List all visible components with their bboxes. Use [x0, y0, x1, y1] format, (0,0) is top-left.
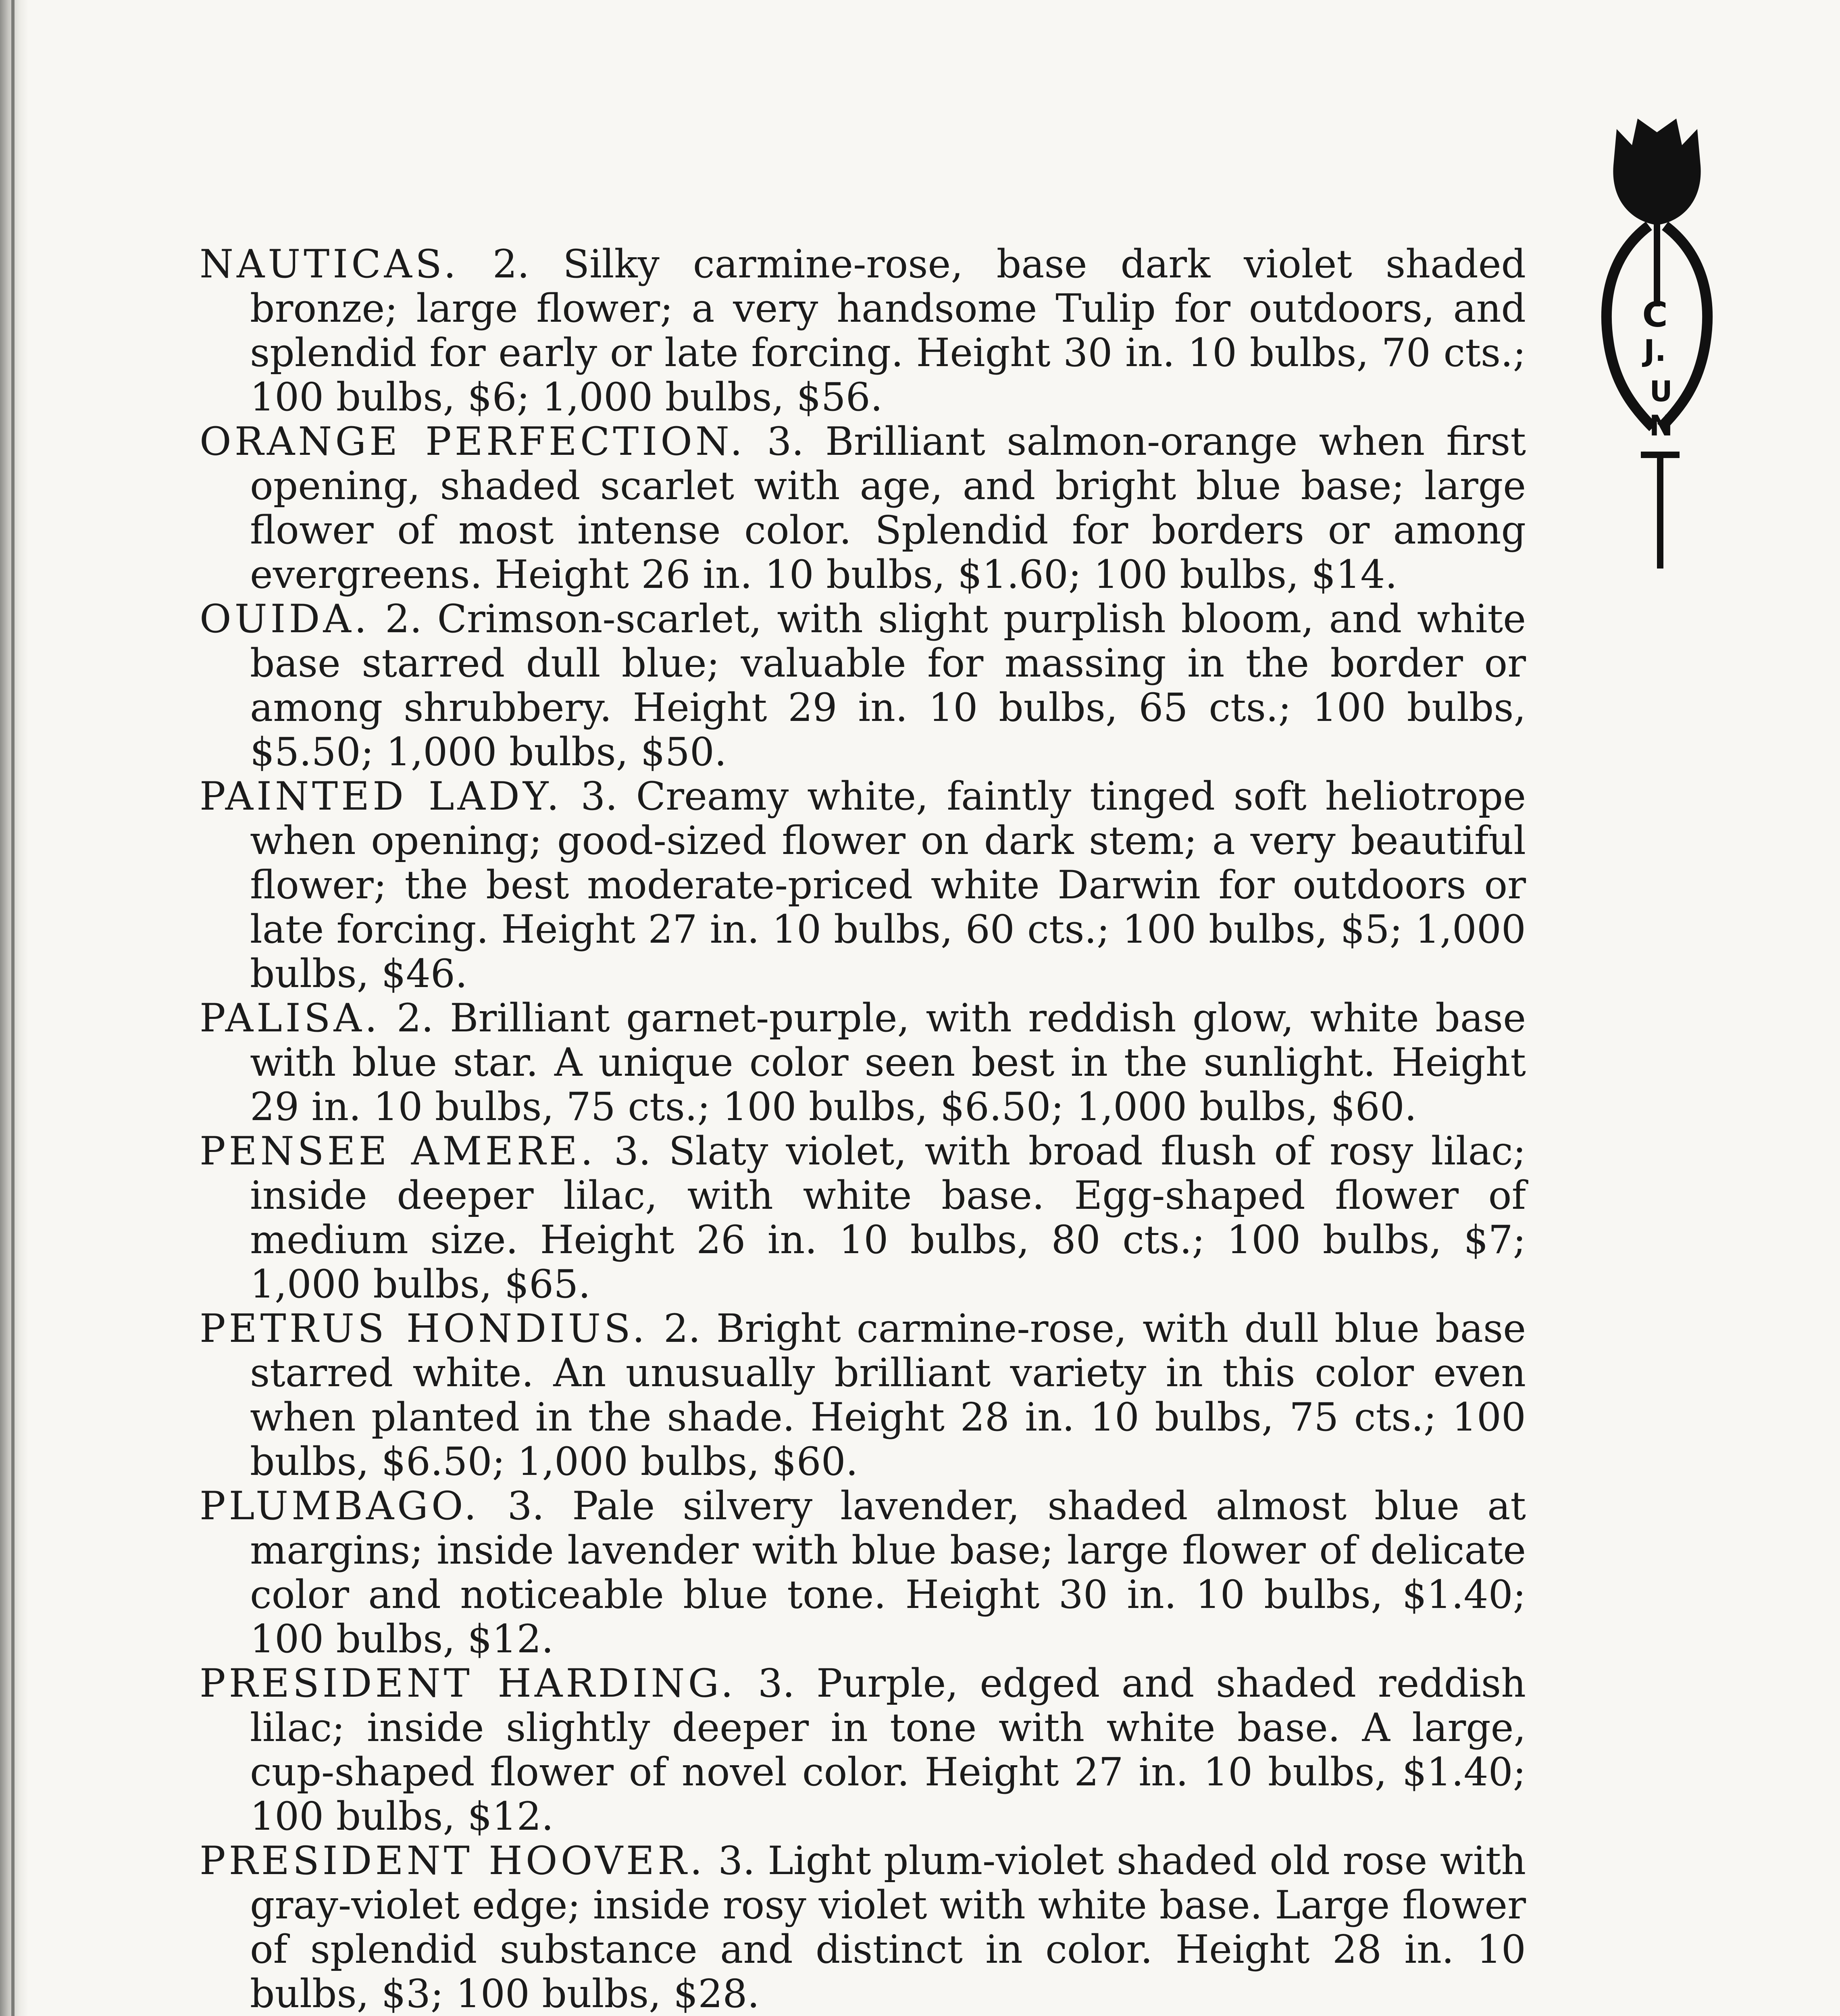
entry-description: 3. Creamy white, faintly tinged soft heliotrope when opening; good-sized flower on dark stem; a very beautiful flower; the best moderate-priced white Darwin for outdoors or late forcing. Height 27 in. 10 bulbs, 60 cts.; 100 bulbs, $5; 1,000 bulbs, $46. [250, 774, 1526, 996]
entry-name: PAINTED LADY. [200, 774, 562, 819]
entry-name: PETRUS HONDIUS. [200, 1306, 648, 1351]
entry-description: 3. Purple, edged and shaded reddish lilac; inside slightly deeper in tone with white base. A large, cup-shaped flower of novel color. Height 27 in. 10 bulbs, $1.40; 100 bulbs, $12. [250, 1661, 1526, 1839]
svg-text:N: N [1649, 409, 1673, 442]
entry-description: 3. Light plum-violet shaded old rose with gray-violet edge; inside rosy violet with white base. Large flower of splendid substance and distinct in color. Height 28 in. 10 bulbs, $3; 100 bulbs, $28. [250, 1838, 1526, 2016]
catalog-entry-petrus-hondius [200, 1306, 1526, 1484]
catalog-entry-orange-perfection [200, 419, 1526, 597]
entry-description: 3. Brilliant salmon-orange when first opening, shaded scarlet with age, and bright blue base; large flower of most intense color. Splendid for borders or among evergreens. Height 26 in. 10 bulbs, $1.60; 100 bulbs, $14. [250, 419, 1526, 597]
svg-text:C: C [1642, 295, 1668, 335]
page-spine-edge [11, 0, 15, 2016]
entry-name: NAUTICAS. [200, 242, 459, 287]
catalog-entry-nauticas [200, 242, 1526, 419]
catalog-entry-pensee-amere [200, 1129, 1526, 1306]
entry-name: PALISA. [200, 996, 381, 1041]
entry-description: 3. Pale silvery lavender, shaded almost blue at margins; inside lavender with blue base; large flower of delicate color and noticeable blue tone. Height 30 in. 10 bulbs, $1.40; 100 bulbs, $12. [250, 1483, 1526, 1662]
entry-description: 2. Silky carmine-rose, base dark violet shaded bronze; large flower; a very handsome Tulip for outdoors, and splendid for early or late forcing. Height 30 in. 10 bulbs, 70 cts.; 100 bulbs, $6; 1,000 bulbs, $56. [250, 242, 1526, 420]
entry-description: 2. Brilliant garnet-purple, with reddish glow, white base with blue star. A unique color seen best in the sunlight. Height 29 in. 10 bulbs, 75 cts.; 100 bulbs, $6.50; 1,000 bulbs, $60. [250, 996, 1526, 1129]
catalog-entry-palisa [200, 996, 1526, 1129]
entry-description: 2. Bright carmine-rose, with dull blue base starred white. An unusually brilliant variety in this color even when planted in the shade. Height 28 in. 10 bulbs, 75 cts.; 100 bulbs, $6.50; 1,000 bulbs, $60. [250, 1306, 1526, 1484]
entry-name: PLUMBAGO. [200, 1483, 480, 1529]
catalog-entry-plumbago [200, 1484, 1526, 1661]
svg-text:J.: J. [1644, 333, 1666, 368]
catalog-entry-president-harding [200, 1661, 1526, 1839]
entry-name: OUIDA. [200, 596, 370, 641]
entry-name: ORANGE PERFECTION. [200, 419, 746, 464]
hunt-tulip-logo [1588, 117, 1726, 573]
svg-text:U: U [1649, 375, 1673, 408]
entry-name: PRESIDENT HARDING. [200, 1661, 737, 1706]
entry-name: PENSEE AMERE. [200, 1129, 596, 1174]
catalog-entry-painted-lady [200, 774, 1526, 996]
entry-name: PRESIDENT HOOVER. [200, 1838, 706, 1883]
catalog-entry-president-hoover [200, 1839, 1526, 2016]
entry-description: 3. Slaty violet, with broad flush of rosy lilac; inside deeper lilac, with white base. Egg-shaped flower of medium size. Height 26 in. 10 bulbs, 80 cts.; 100 bulbs, $7; 1,000 bulbs, $65. [250, 1129, 1526, 1307]
catalog-entry-ouida [200, 597, 1526, 774]
tulip-icon [1613, 119, 1701, 231]
entry-description: 2. Crimson-scarlet, with slight purplish bloom, and white base starred dull blue; valuable for massing in the border or among shrubbery. Height 29 in. 10 bulbs, 65 cts.; 100 bulbs, $5.50; 1,000 bulbs, $50. [250, 596, 1526, 775]
tulip-catalog-list [200, 242, 1526, 2016]
